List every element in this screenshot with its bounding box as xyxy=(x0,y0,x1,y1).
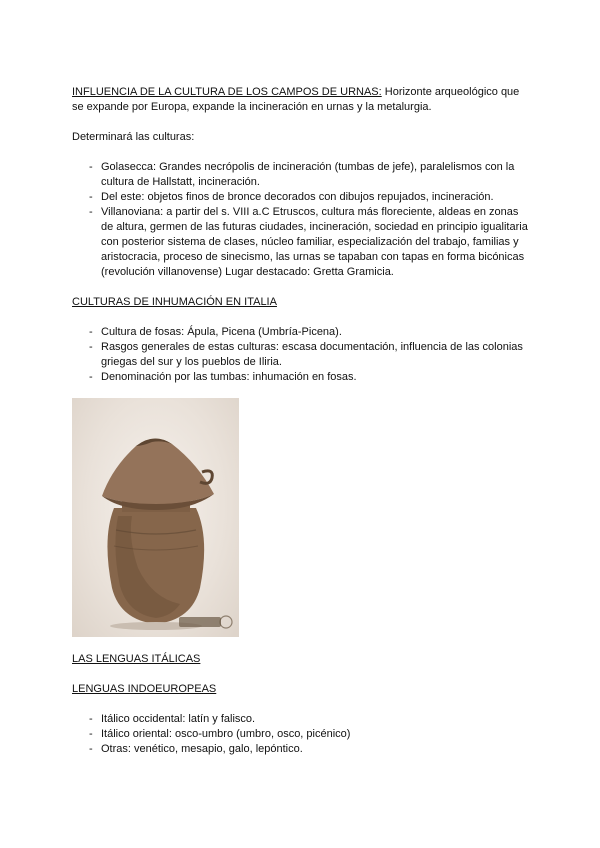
list-item-text: Golasecca: Grandes necrópolis de incineración (tumbas de jefe), paralelismos con la cultura de Hallstatt, incineración. xyxy=(101,161,515,188)
list-item-text: Otras: venético, mesapio, galo, lepóntico. xyxy=(101,743,303,755)
list-item xyxy=(72,340,532,370)
list-dash: - xyxy=(89,341,93,353)
list-item xyxy=(72,190,532,205)
list-item-text: Del este: objetos finos de bronce decorados con dibujos repujados, incineración. xyxy=(101,191,494,203)
list-dash: - xyxy=(89,743,93,755)
section1-intro: Determinará las culturas: xyxy=(72,131,195,143)
list-item xyxy=(72,742,532,757)
list-dash: - xyxy=(89,161,93,173)
list-item xyxy=(72,325,532,340)
list-item xyxy=(72,370,532,385)
section2-heading: CULTURAS DE INHUMACIÓN EN ITALIA xyxy=(72,296,277,308)
list-item-text: Cultura de fosas: Ápula, Picena (Umbría-Picena). xyxy=(101,326,342,338)
list-item-text: Itálico occidental: latín y falisco. xyxy=(101,713,256,725)
list-dash: - xyxy=(89,713,93,725)
list-item-text: Rasgos generales de estas culturas: escasa documentación, influencia de las colonias griegas del sur y los pueblos de Iliria. xyxy=(101,341,523,368)
list-dash: - xyxy=(89,728,93,740)
languages-list xyxy=(72,712,532,757)
list-dash: - xyxy=(89,206,93,218)
section1-text: Horizonte arqueológico que se expande por Europa, expande la incineración en urnas y la metalurgia. xyxy=(72,86,520,113)
culture-list xyxy=(72,160,532,280)
villanovan-urn-photo xyxy=(72,398,239,637)
list-item xyxy=(72,160,532,190)
section1-paragraph xyxy=(72,85,532,115)
section3-heading: LAS LENGUAS ITÁLICAS xyxy=(72,653,201,665)
list-item xyxy=(72,727,532,742)
list-dash: - xyxy=(89,371,93,383)
list-item xyxy=(72,712,532,727)
list-item-text: Villanoviana: a partir del s. VIII a.C Etruscos, cultura más floreciente, aldeas en zonas de altura, germen de las futuras ciudades, incineración, sociedad en principio igualitaria con posterior sistema de clases, núcleo familiar, especialización del trabajo, familias y aristocracia, proceso de sinecismo, las urnas se tapaban con tapas en forma bicónicas (revolución villanovense) Lugar destacado: Gretta Gramicia. xyxy=(101,206,528,278)
list-dash: - xyxy=(89,326,93,338)
list-dash: - xyxy=(89,191,93,203)
inhumation-list xyxy=(72,325,532,385)
watermark-logo xyxy=(179,615,233,629)
section1-heading: INFLUENCIA DE LA CULTURA DE LOS CAMPOS DE URNAS: xyxy=(72,86,382,98)
document-page xyxy=(72,85,532,757)
list-item-text: Denominación por las tumbas: inhumación en fosas. xyxy=(101,371,357,383)
urn-illustration xyxy=(72,398,239,637)
list-item xyxy=(72,205,532,280)
list-item-text: Itálico oriental: osco-umbro (umbro, osco, picénico) xyxy=(101,728,351,740)
section3-subheading: LENGUAS INDOEUROPEAS xyxy=(72,683,217,695)
